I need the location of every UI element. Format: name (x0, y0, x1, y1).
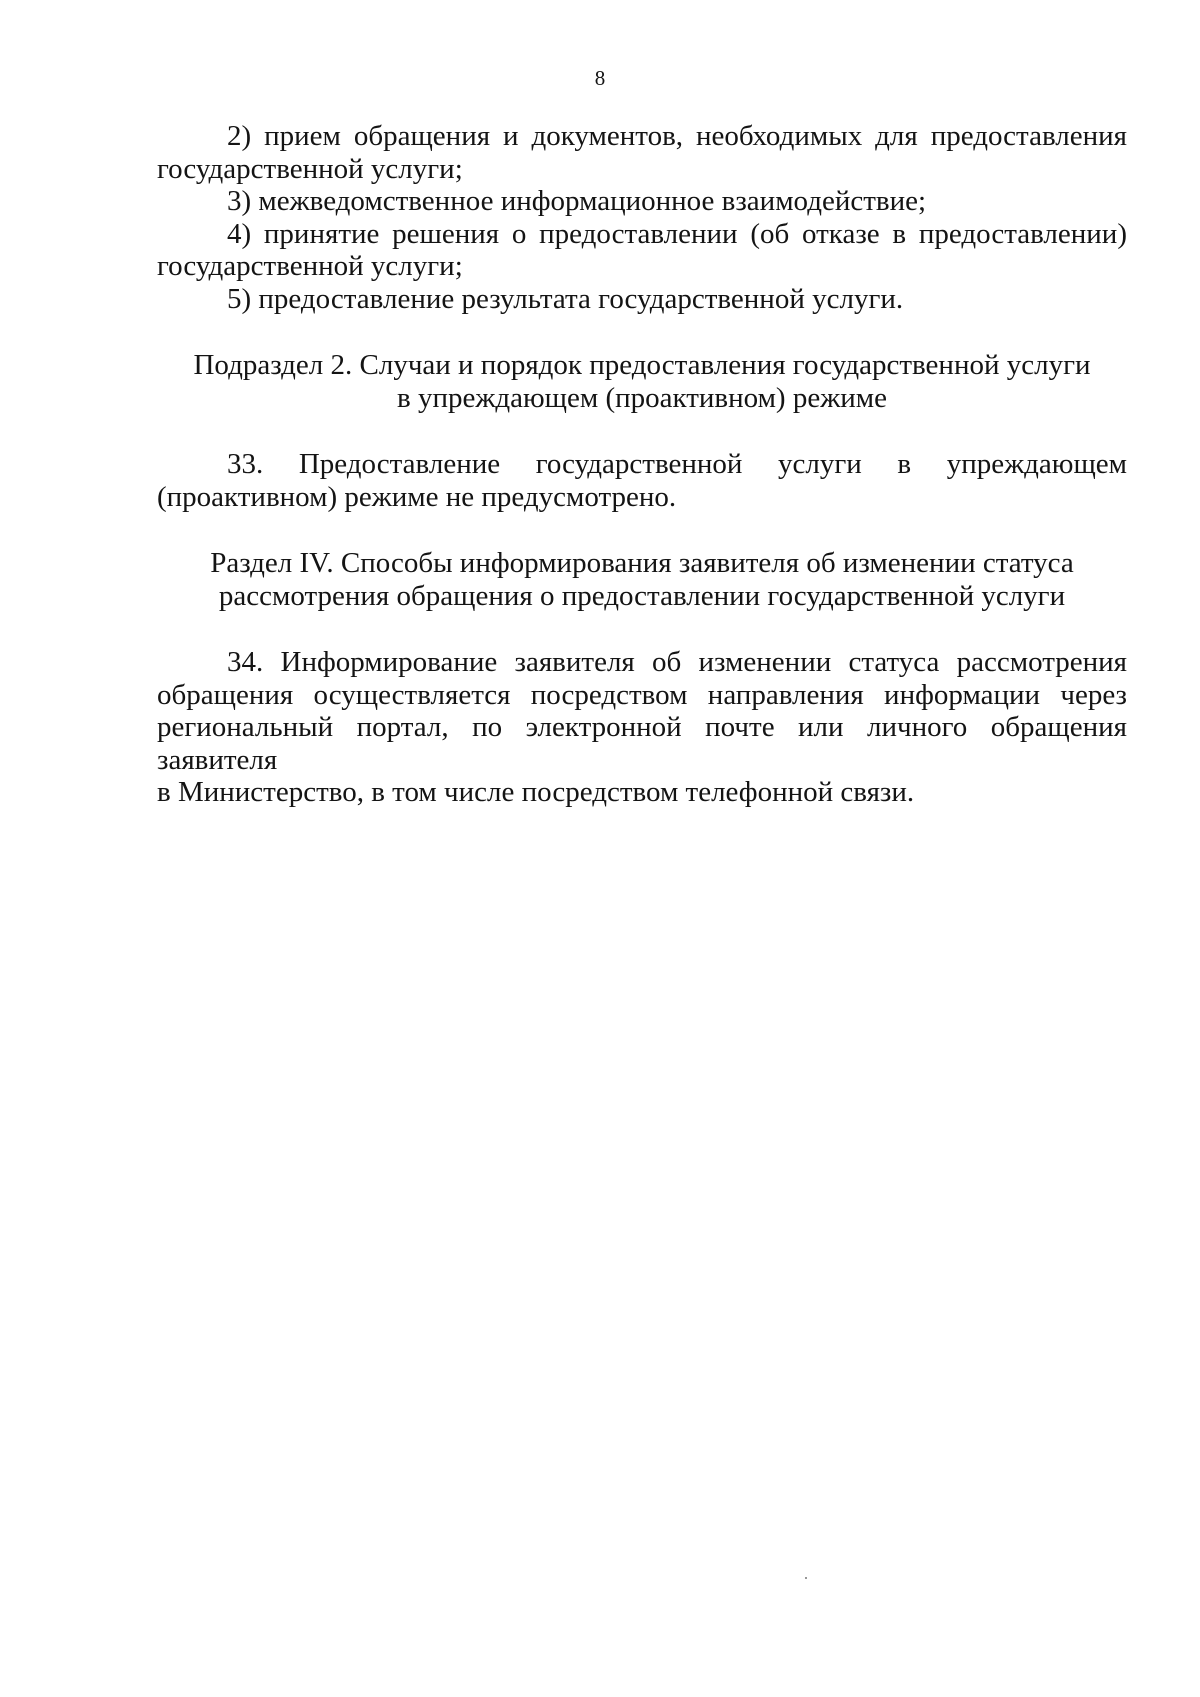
clause-33-line-1: 33. Предоставление государственной услуги в упреждающем (227, 448, 1127, 480)
scan-dot-mark (805, 1577, 807, 1579)
item-2-line-1: 2) прием обращения и документов, необходимых для предоставления (227, 120, 1127, 152)
section-4-title-line-2: рассмотрения обращения о предоставлении государственной услуги (218, 579, 1066, 612)
clause-34-line-3: региональный портал, по электронной почте или личного обращения заявителя (157, 711, 1127, 776)
clause-34-line-4: в Министерство, в том числе посредством телефонной связи. (157, 776, 915, 808)
item-2-line-2: государственной услуги; (157, 152, 463, 185)
section-4-title-line-1: Раздел IV. Способы информирования заявителя об изменении статуса (210, 547, 1074, 579)
item-5 (157, 283, 1127, 316)
page-number: 8 (594, 66, 606, 90)
clause-34-line-2: обращения осуществляется посредством направления информации через (157, 678, 1127, 711)
clause-33-line-2: (проактивном) режиме не предусмотрено. (157, 480, 677, 513)
document-body (157, 120, 1127, 809)
item-4 (157, 218, 1127, 283)
item-2 (157, 120, 1127, 185)
item-5-text: 5) предоставление результата государственной услуги. (227, 282, 904, 315)
item-3 (157, 185, 1127, 218)
clause-34 (157, 646, 1127, 809)
item-4-line-2: государственной услуги; (157, 250, 463, 282)
item-4-line-1: 4) принятие решения о предоставлении (об отказе в предоставлении) (227, 217, 1127, 250)
section-4-heading (157, 547, 1127, 612)
clause-33 (157, 448, 1127, 513)
subsection-2-title-line-2: в упреждающем (проактивном) режиме (397, 381, 887, 414)
subsection-2-title-line-1: Подраздел 2. Случаи и порядок предоставления государственной услуги (193, 349, 1091, 381)
clause-34-line-1: 34. Информирование заявителя об изменении статуса рассмотрения (227, 646, 1127, 678)
subsection-2-heading (157, 349, 1127, 414)
item-3-text: 3) межведомственное информационное взаимодействие; (227, 185, 927, 217)
